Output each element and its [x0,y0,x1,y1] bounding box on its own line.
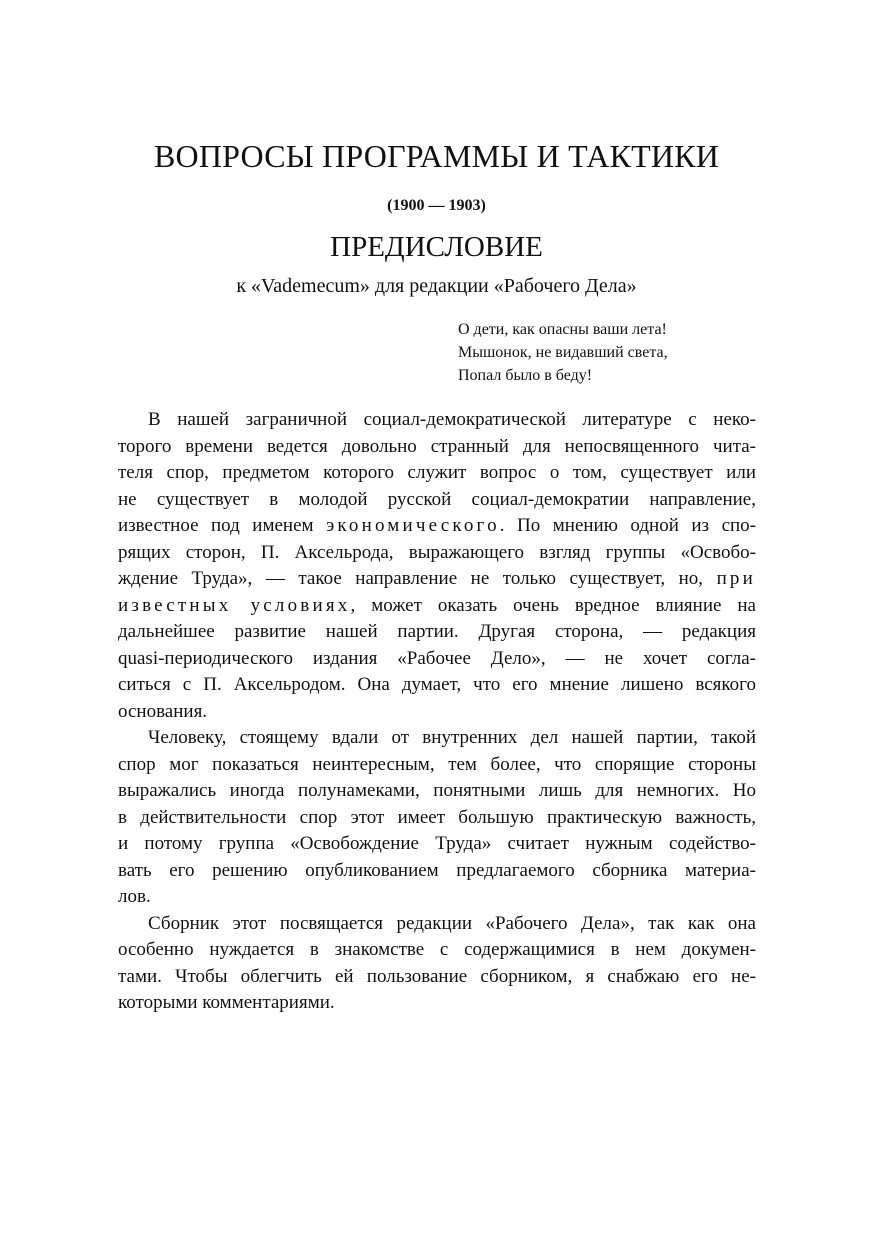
text-line: спор мог показаться неинтересным, тем более, что спорящие стороны [118,753,756,775]
document-years: (1900 — 1903) [387,197,486,214]
epigraph-line: О дети, как опасны ваши лета! [458,321,667,338]
text-line: теля спор, предметом которого служит вопрос о том, существует или [118,462,756,483]
text-line: дальнейшее развитие нашей партии. Другая сторона, — редакция [118,621,756,642]
section-subheading: к «Vademecum» для редакции «Рабочего Дела» [236,275,637,297]
text-line: особенно нуждается в знакомстве с содержащимися в нем докумен- [118,939,756,960]
text-line: выражались иногда полунамеками, понятными лишь для немногих. Но [118,780,756,801]
paragraph [118,407,756,725]
paragraph [118,725,756,911]
text-line: В нашей заграничной социал-демократической литературе с неко- [148,409,756,430]
text-line: известных условиях, может оказать очень вредное влияние на [118,594,756,616]
text-line: и потому группа «Освобождение Труда» считает нужным содейство- [118,833,756,854]
text-line: торого времени ведется довольно странный для непосвященного чита- [118,435,756,457]
text-line: Человеку, стоящему вдали от внутренних дел нашей партии, такой [148,727,756,748]
paragraph [118,911,756,1017]
text-line: лов. [118,886,151,907]
text-line: в действительности спор этот имеет большую практическую важность, [118,806,756,828]
text-line: quasi-периодического издания «Рабочее Дело», — не хочет согла- [118,647,756,669]
text-line: тами. Чтобы облегчить ей пользование сборником, я снабжаю его не- [118,965,756,987]
spaced-emphasis: при [716,568,756,589]
text-line: которыми комментариями. [118,992,335,1013]
text-line: рящих сторон, П. Аксельрода, выражающего взгляд группы «Освобо- [118,541,756,563]
text-line: не существует в молодой русской социал-демократии направление, [118,488,756,510]
epigraph-line: Попал было в беду! [458,367,593,384]
text-line: основания. [118,700,208,722]
epigraph [458,318,668,387]
text-line: известное под именем экономического. По мнению одной из спо- [118,515,756,536]
spaced-emphasis: известных условиях [118,594,351,616]
text-line: вать его решению опубликованием предлагаемого сборника материа- [118,859,756,881]
text-line: ждение Труда», — такое направление не только существует, но, при [118,568,756,589]
section-heading: ПРЕДИСЛОВИЕ [330,231,543,263]
text-line: Сборник этот посвящается редакции «Рабочего Дела», так как она [148,912,756,934]
document-title: ВОПРОСЫ ПРОГРАММЫ И ТАКТИКИ [153,138,720,174]
spaced-emphasis: экономического [326,515,500,536]
body-text [118,407,756,1017]
epigraph-line: Мышонок, не видавший света, [458,344,668,361]
text-line: ситься с П. Аксельродом. Она думает, что его мнение лишено всякого [118,674,756,695]
